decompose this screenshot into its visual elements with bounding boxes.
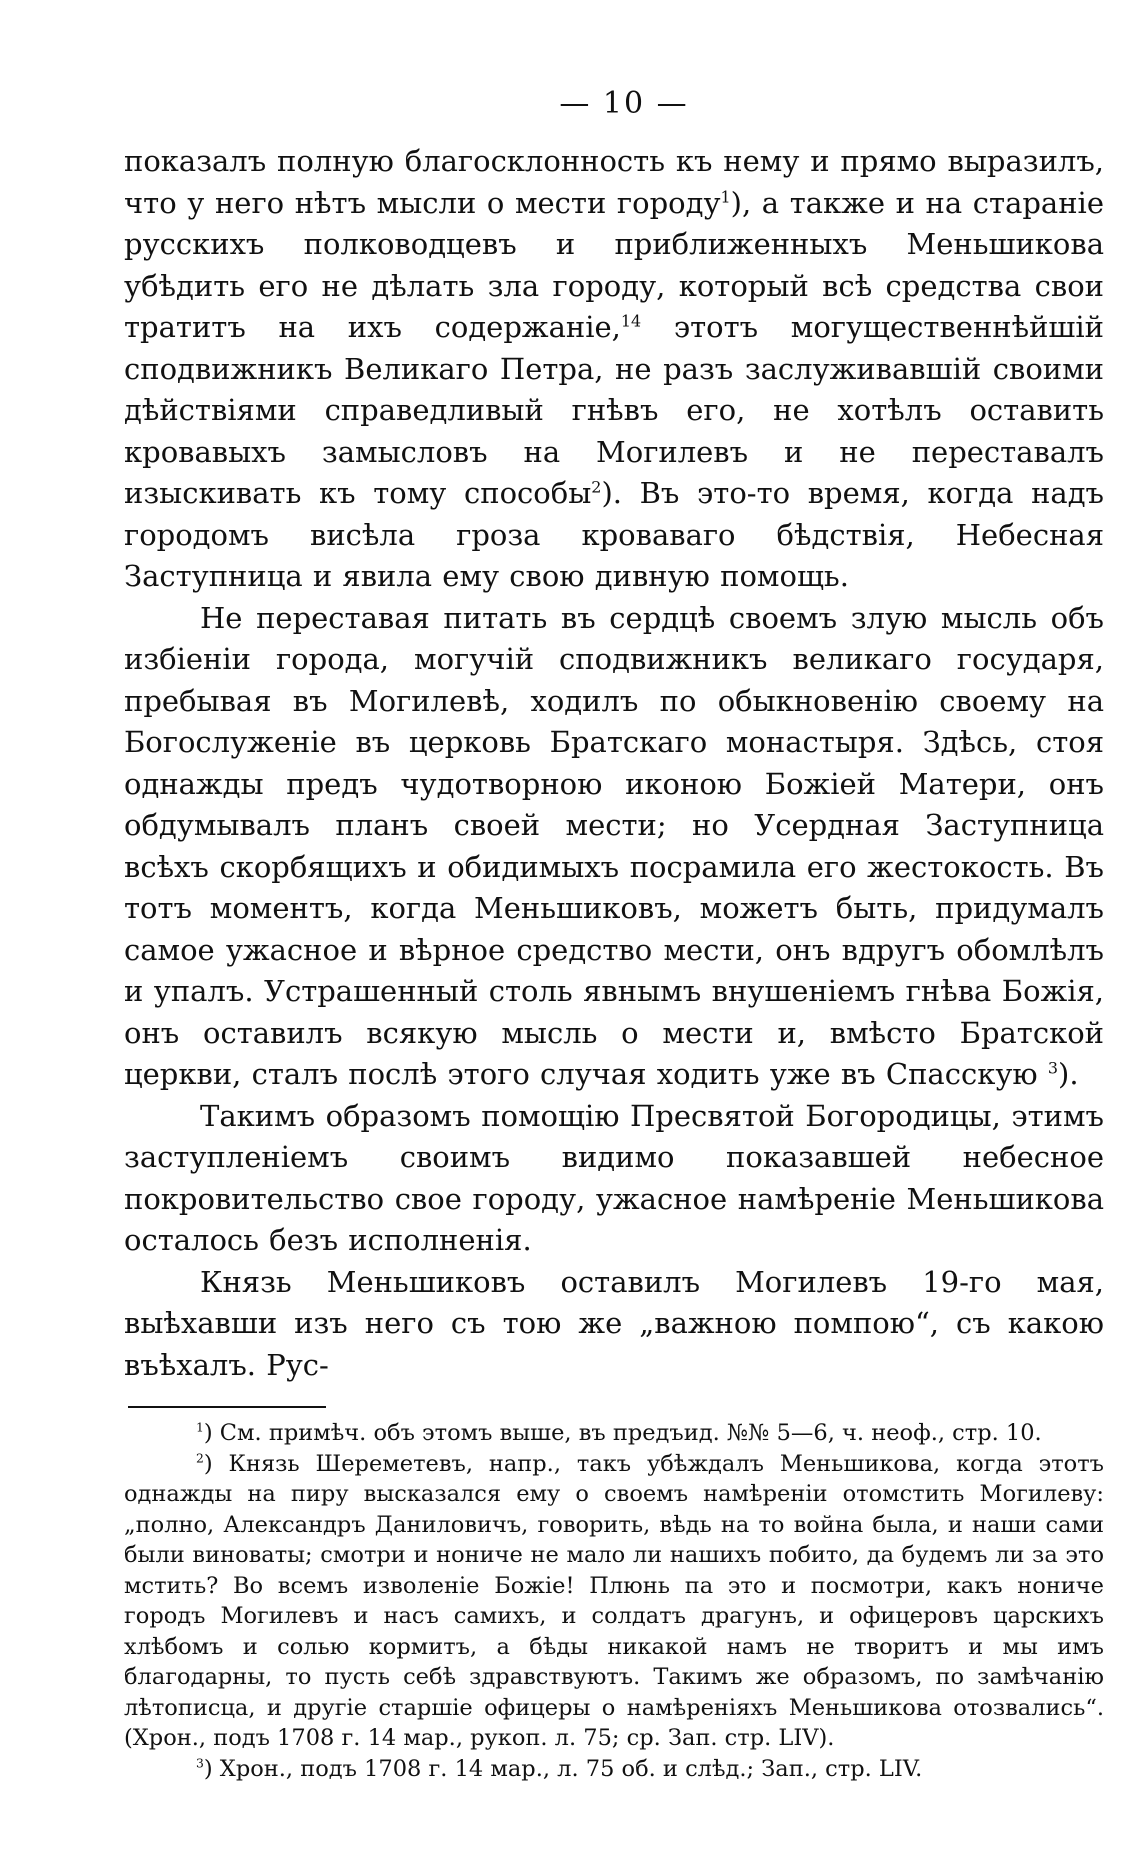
footnote-1 <box>124 1418 1104 1449</box>
footnote-2-mark: 2 <box>196 1451 204 1465</box>
paragraph-1 <box>124 141 1104 598</box>
paragraph-1-text-c: этотъ могущественнѣйшій сподвижникъ Великаго Петра, не разъ заслуживавшій своими дѣйствіями справедливый гнѣвъ его, не хотѣлъ оставить кровавыхъ замысловъ на Могилевъ и не переставалъ изыскивать къ тому способы <box>124 310 1104 510</box>
footnote-2 <box>124 1449 1104 1754</box>
paragraph-2 <box>124 598 1104 1096</box>
footnote-ref-3: 3 <box>1047 1058 1058 1078</box>
footnote-ref-1: 1 <box>720 186 731 206</box>
footnotes <box>124 1418 1104 1784</box>
footnote-ref-2: 2 <box>591 477 602 497</box>
footnote-3-text: ) Хрон., подъ 1708 г. 14 мар., л. 75 об. и слѣд.; Зап., стр. LIV. <box>203 1755 923 1782</box>
paragraph-1-text-b: ), а также и на стараніе русскихъ полководцевъ и приближенныхъ Меньшикова убѣдить его не дѣлать зла городу, который всѣ средства свои тратитъ на ихъ содержаніе, <box>124 185 1104 344</box>
footnote-1-mark: 1 <box>196 1420 204 1435</box>
footnote-1-text: ) См. примѣч. объ этомъ выше, въ предъид. №№ 5—6, ч. неоф., стр. 10. <box>203 1420 1042 1446</box>
footnote-divider <box>128 1406 326 1408</box>
marginal-note: 14 <box>620 311 642 331</box>
footnote-3-mark: 3 <box>196 1756 204 1770</box>
paragraph-3: Такимъ образомъ помощію Пресвятой Богородицы, этимъ заступленіемъ своимъ видимо показавшей небесное покровительство свое городу, ужасное намѣреніе Меньшикова осталось безъ исполненія. <box>124 1098 1104 1257</box>
page-number: — 10 — <box>559 86 689 121</box>
footnote-3 <box>124 1754 1104 1785</box>
paragraph-2-text-b: ). <box>1058 1057 1079 1091</box>
paragraph-1-text-a: показалъ полную благосклонность къ нему и прямо выразилъ, что у него нѣтъ мысли о мести городу <box>124 144 1104 220</box>
body-text <box>124 141 1104 1386</box>
paragraph-2-text-a: Не переставая питать въ сердцѣ своемъ злую мысль объ избіеніи города, могучій сподвижникъ великаго государя, пребывая въ Могилевѣ, ходилъ по обыкновенію своему на Богослуженіе въ церковь Братскаго монастыря. Здѣсь, стоя однажды предъ чудотворною иконою Божіей Матери, онъ обдумывалъ планъ своей мести; но Усердная Заступница всѣхъ скорбящихъ и обидимыхъ посрамила его жестокость. Въ тотъ моментъ, когда Меньшиковъ, можетъ быть, придумалъ самое ужасное и вѣрное средство мести, онъ вдругъ обомлѣлъ и упалъ. Устрашенный столь явнымъ внушеніемъ гнѣва Божія, онъ оставилъ всякую мысль о мести и, вмѣсто Братской церкви, сталъ послѣ этого случая ходить уже въ Спасскую <box>124 600 1104 1091</box>
paragraph-1-text-d: ). Въ это-то время, когда надъ городомъ висѣла гроза кроваваго бѣдствія, Небесная Заступница и явила ему свою дивную помощь. <box>124 476 1104 593</box>
footnote-2-text: ) Князь Шереметевъ, напр., такъ убѣждалъ Меньшикова, когда этотъ однажды на пиру высказался ему о своемъ намѣреніи отомстить Могилеву: „полно, Александръ Даниловичъ, говорить, вѣдь на то война была, и наши сами были виноваты; смотри и нониче не мало ли нашихъ побито, да будемъ ли за это мстить? Во всемъ изволеніе Божіе! Плюнь па это и посмотри, какъ нониче городъ Могилевъ и насъ самихъ, и солдатъ драгунъ, и офицеровъ царскихъ хлѣбомъ и солью кормитъ, а бѣды никакой намъ не творитъ и мы имъ благодарны, то пусть себѣ здравствуютъ. Такимъ же образомъ, по замѣчанію лѣтописца, и другіе старшіе офицеры о намѣреніяхъ Меньшикова отозвались“. (Хрон., подъ 1708 г. 14 мар., рукоп. л. 75; ср. Зап. стр. LIV). <box>124 1450 1104 1751</box>
paragraph-4: Князь Меньшиковъ оставилъ Могилевъ 19-го мая, выѣхавши изъ него съ тою же „важною помпою“, съ какою въѣхалъ. Рус- <box>124 1264 1104 1382</box>
